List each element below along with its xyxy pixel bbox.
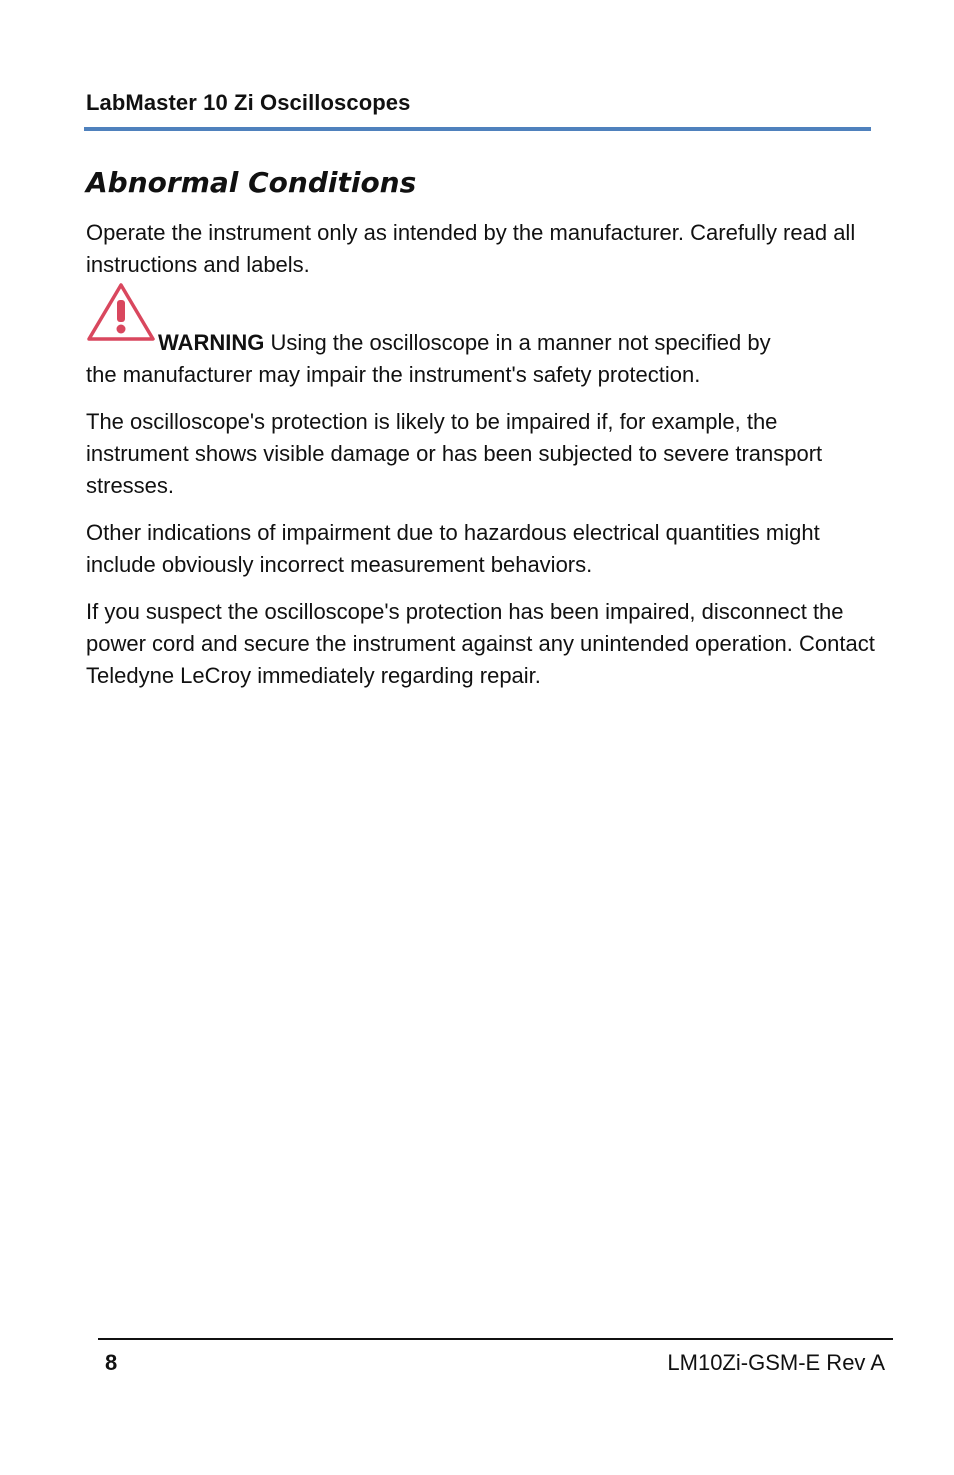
intro-paragraph: Operate the instrument only as intended by the manufacturer. Carefully read all instructions and labels. <box>86 220 856 277</box>
warning-block <box>86 297 876 391</box>
section-title: Abnormal Conditions <box>86 166 417 199</box>
paragraph-impairment-examples: The oscilloscope's protection is likely to be impaired if, for example, the instrument shows visible damage or has been subjected to severe transport stresses. <box>86 409 823 498</box>
warning-first-line <box>86 297 876 359</box>
page-number: 8 <box>105 1350 118 1375</box>
header-rule <box>84 127 871 131</box>
paragraph-other-indications: Other indications of impairment due to hazardous electrical quantities might include obviously incorrect measurement behaviors. <box>86 520 820 577</box>
paragraph-suspect-impairment: If you suspect the oscilloscope's protection has been impaired, disconnect the power cord and secure the instrument against any unintended operation. Contact Teledyne LeCroy immediately regarding repair. <box>86 599 875 688</box>
document-id: LM10Zi-GSM-E Rev A <box>667 1350 885 1375</box>
running-header: LabMaster 10 Zi Oscilloscopes <box>86 90 411 115</box>
warning-label: WARNING <box>158 330 265 355</box>
warning-text-line1: Using the oscilloscope in a manner not specified by <box>264 330 771 355</box>
footer-rule <box>98 1338 893 1340</box>
section-body <box>86 217 876 707</box>
warning-text-line2: the manufacturer may impair the instrument's safety protection. <box>86 362 701 387</box>
warning-triangle-icon <box>86 281 156 343</box>
